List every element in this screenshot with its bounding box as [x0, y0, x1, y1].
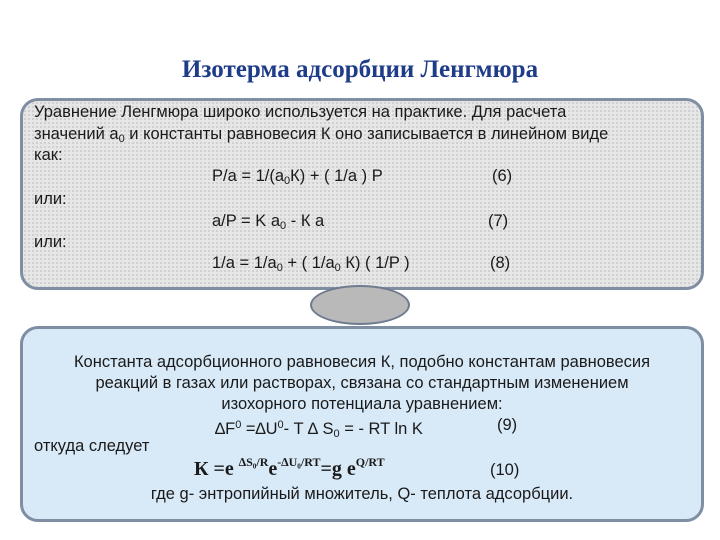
- text-line: реакций в газах или растворах, связана со стандартным изменением: [95, 374, 629, 392]
- equation-10: К =e $^{\Delta S_0/R}e^{-\Delta U_0/RT}=g$ $e^{Q/RT}$: [194, 455, 385, 480]
- page-title: Изотерма адсорбции Ленгмюра: [181, 56, 539, 83]
- text-line: как:: [34, 146, 63, 164]
- text-line: Константа адсорбционного равновесия К, подобно константам равновесия: [73, 353, 651, 371]
- text-line: где g- энтропийный множитель, Q- теплота адсорбции.: [150, 485, 574, 503]
- equation-number: (6): [492, 167, 513, 185]
- equation-number: (8): [490, 254, 511, 272]
- equation-6: $P/a = 1/(a_0К)$ + ( 1/a ) P: [212, 167, 383, 187]
- text-line: или:: [34, 233, 67, 251]
- text-line: Уравнение Ленгмюра широко используется на практике. Для расчета: [34, 103, 567, 121]
- text-line: значений $a_0$ и константы равновесия К оно записывается в линейном виде: [34, 125, 609, 145]
- equation-number: (10): [490, 461, 520, 479]
- equation-number: (7): [488, 212, 509, 230]
- equation-number: (9): [497, 416, 518, 434]
- equation-7: a/P = K $a_0$ - К a: [212, 212, 325, 232]
- equation-9: $\Delta F^0 =\Delta U^0-$ T ∆ $S_0$ = - RT ln K: [215, 419, 423, 440]
- text-line: или:: [34, 190, 67, 208]
- text-line: изохорного потенциала уравнением:: [221, 395, 503, 413]
- text-line: откуда следует: [34, 437, 150, 455]
- equation-8: $1/a = 1/a_0$ + ( $1/a_0$ К) ( 1/P ): [212, 254, 410, 274]
- connector-knob: [310, 285, 410, 325]
